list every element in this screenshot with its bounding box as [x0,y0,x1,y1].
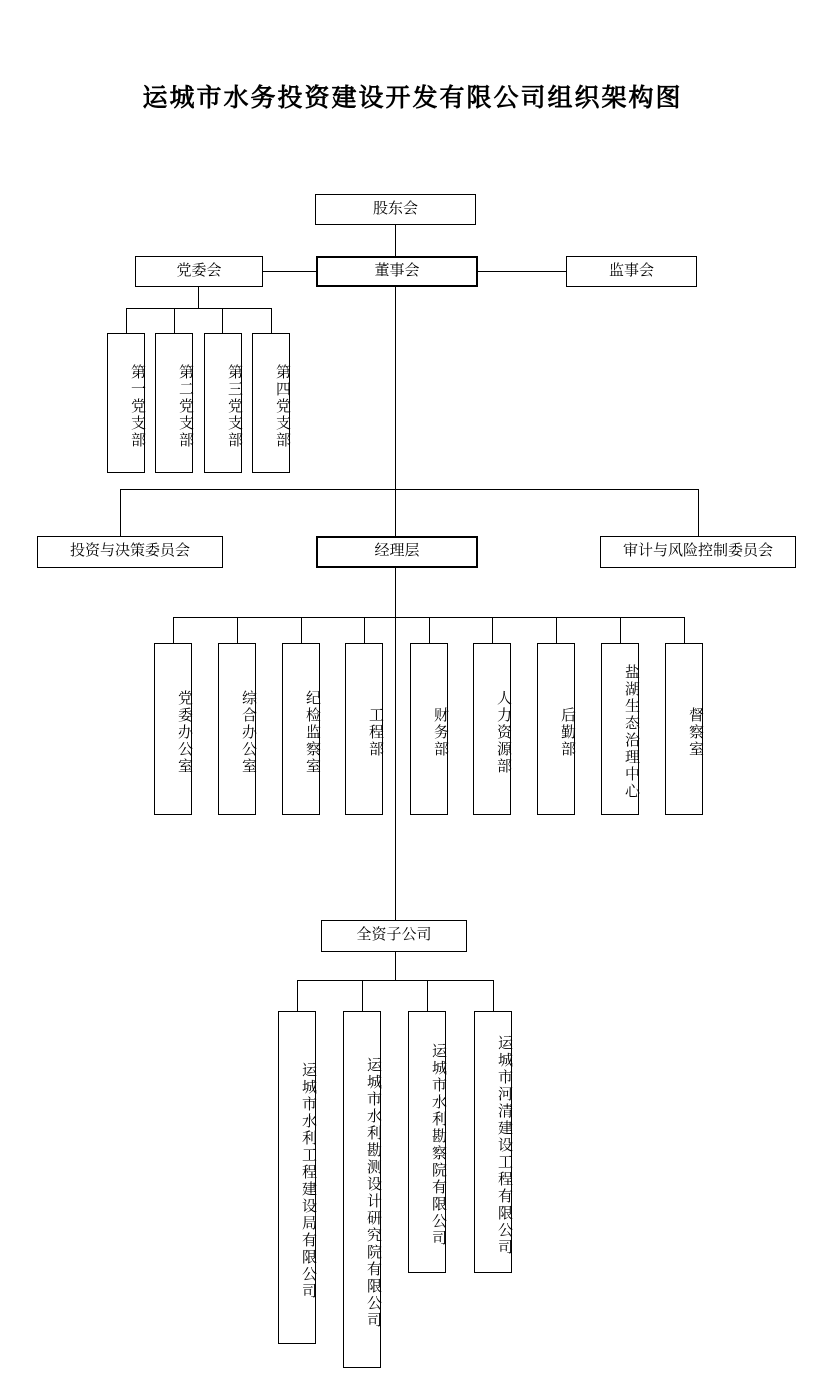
node-department-logistics[interactable]: 后勤部 [537,643,575,815]
node-party-branch-1[interactable]: 第一党支部 [107,333,145,473]
node-subsidiary-survey-design-institute[interactable]: 运城市水利勘测设计研究院有限公司 [343,1011,381,1368]
connector-subsidiary-bus [297,980,494,981]
connector-dept-3 [301,617,302,643]
connector-investment-committee [120,489,121,536]
node-management-layer[interactable]: 经理层 [316,536,478,568]
node-department-human-resources[interactable]: 人力资源部 [473,643,511,815]
node-audit-risk-committee[interactable]: 审计与风险控制委员会 [600,536,796,568]
connector-management-up [395,489,396,536]
node-party-branch-3[interactable]: 第三党支部 [204,333,242,473]
connector-management-subsidiaries [395,617,396,920]
connector-board-party [263,271,317,272]
node-subsidiary-heqing-construction[interactable]: 运城市河清建设工程有限公司 [474,1011,512,1273]
connector-committee-bus [120,489,698,490]
node-department-salt-lake-ecology-center[interactable]: 盐湖生态治理中心 [601,643,639,815]
connector-branch-2 [174,308,175,333]
connector-board-down [395,286,396,489]
connector-branch-bus [126,308,272,309]
connector-dept-8 [620,617,621,643]
node-shareholders[interactable]: 股东会 [315,194,476,225]
connector-branch-1 [126,308,127,333]
connector-board-supervisors [478,271,566,272]
node-party-branch-4[interactable]: 第四党支部 [252,333,290,473]
node-department-general-office[interactable]: 综合办公室 [218,643,256,815]
connector-branch-3 [222,308,223,333]
connector-subsidiary-4 [493,980,494,1011]
connector-subsidiary-3 [427,980,428,1011]
node-party-committee[interactable]: 党委会 [135,256,263,287]
connector-audit-committee [698,489,699,536]
connector-subsidiaries-down [395,952,396,980]
connector-dept-6 [492,617,493,643]
connector-dept-5 [429,617,430,643]
connector-dept-1 [173,617,174,643]
node-board-of-supervisors[interactable]: 监事会 [566,256,697,287]
connector-subsidiary-1 [297,980,298,1011]
node-department-supervision-office[interactable]: 督察室 [665,643,703,815]
node-department-discipline-inspection[interactable]: 纪检监察室 [282,643,320,815]
page-title: 运城市水务投资建设开发有限公司组织架构图 [142,85,683,112]
node-board-of-directors[interactable]: 董事会 [316,256,478,287]
connector-subsidiary-2 [362,980,363,1011]
node-department-engineering[interactable]: 工程部 [345,643,383,815]
node-party-branch-2[interactable]: 第二党支部 [155,333,193,473]
connector-dept-7 [556,617,557,643]
connector-management-down [395,568,396,617]
node-department-party-office[interactable]: 党委办公室 [154,643,192,815]
node-subsidiary-survey-institute[interactable]: 运城市水利勘察院有限公司 [408,1011,446,1273]
node-investment-decision-committee[interactable]: 投资与决策委员会 [37,536,223,568]
node-subsidiary-water-conservancy-construction-bureau[interactable]: 运城市水利工程建设局有限公司 [278,1011,316,1344]
connector-dept-2 [237,617,238,643]
connector-party-down [198,286,199,308]
connector-shareholders-board [395,224,396,256]
connector-dept-4 [364,617,365,643]
node-wholly-owned-subsidiaries[interactable]: 全资子公司 [321,920,467,952]
connector-dept-9 [684,617,685,643]
node-department-finance[interactable]: 财务部 [410,643,448,815]
connector-branch-4 [271,308,272,333]
